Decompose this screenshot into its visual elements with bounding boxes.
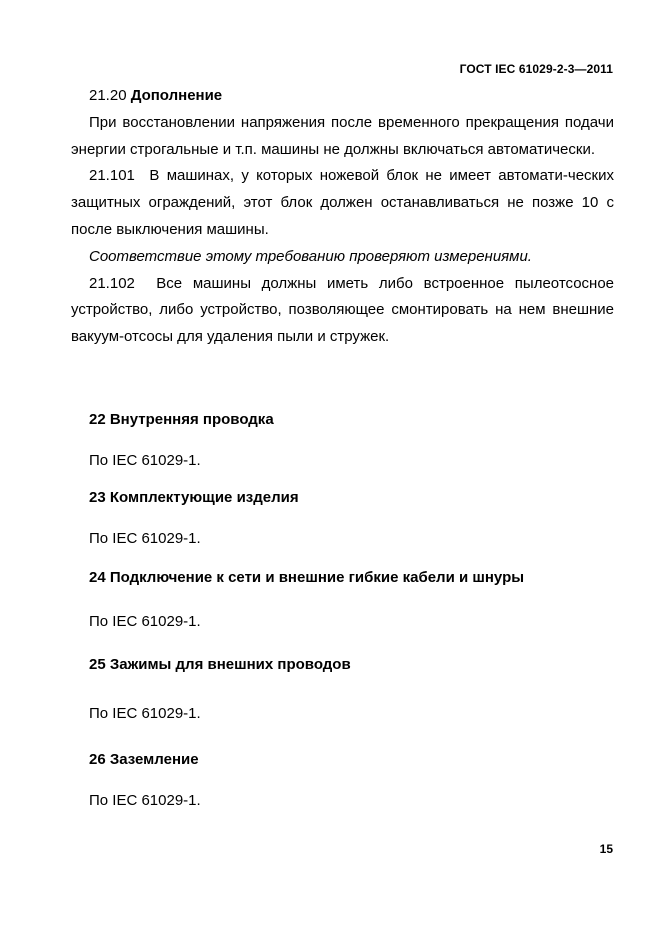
clause-21-102-number: 21.102 [89,274,135,292]
clause-21-20-title: Дополнение [130,87,223,104]
section-22-text: По IEC 61029-1. [89,452,201,469]
clause-21-102-text: Все машины должны иметь либо встроенное пылеотсосное устройство, либо устройство, позволяющее смонтировать на нем внешние вакуум-отсосы для удаления пыли и стружек. [71,274,615,346]
clause-21-20-number: 21.20 [89,87,127,104]
section-24-title: 24 Подключение к сети и внешние гибкие кабели и шнуры [89,569,525,586]
clause-21-102-paragraph [71,271,614,351]
section-23-text: По IEC 61029-1. [89,530,201,547]
clause-21-101-number: 21.101 [89,167,135,185]
section-25-title: 25 Зажимы для внешних проводов [89,656,351,673]
page-number: 15 [599,842,613,856]
document-code-header: ГОСТ IEC 61029-2-3—2011 [459,62,613,76]
section-26-text: По IEC 61029-1. [89,792,201,809]
main-content [71,83,614,351]
section-24-text: По IEC 61029-1. [89,613,201,630]
clause-21-101-text: В машинах, у которых ножевой блок не имеет автомати-ческих защитных ограждений, этот блок должен останавливаться не позже 10 с после выключения машины. [71,167,614,238]
clause-21-101-compliance: Соответствие этому требованию проверяют измерениями. [89,247,532,265]
clause-21-101-paragraph [71,163,614,243]
section-25-text: По IEC 61029-1. [89,705,201,722]
section-23-title: 23 Комплектующие изделия [89,489,299,506]
clause-21-20-text: При восстановлении напряжения после временного прекращения подачи энергии строгальные и т.п. машины не должны включаться автоматически. [71,113,614,158]
clause-21-20-heading [71,83,614,110]
section-22-title: 22 Внутренняя проводка [89,411,274,428]
section-26-title: 26 Заземление [89,751,199,768]
